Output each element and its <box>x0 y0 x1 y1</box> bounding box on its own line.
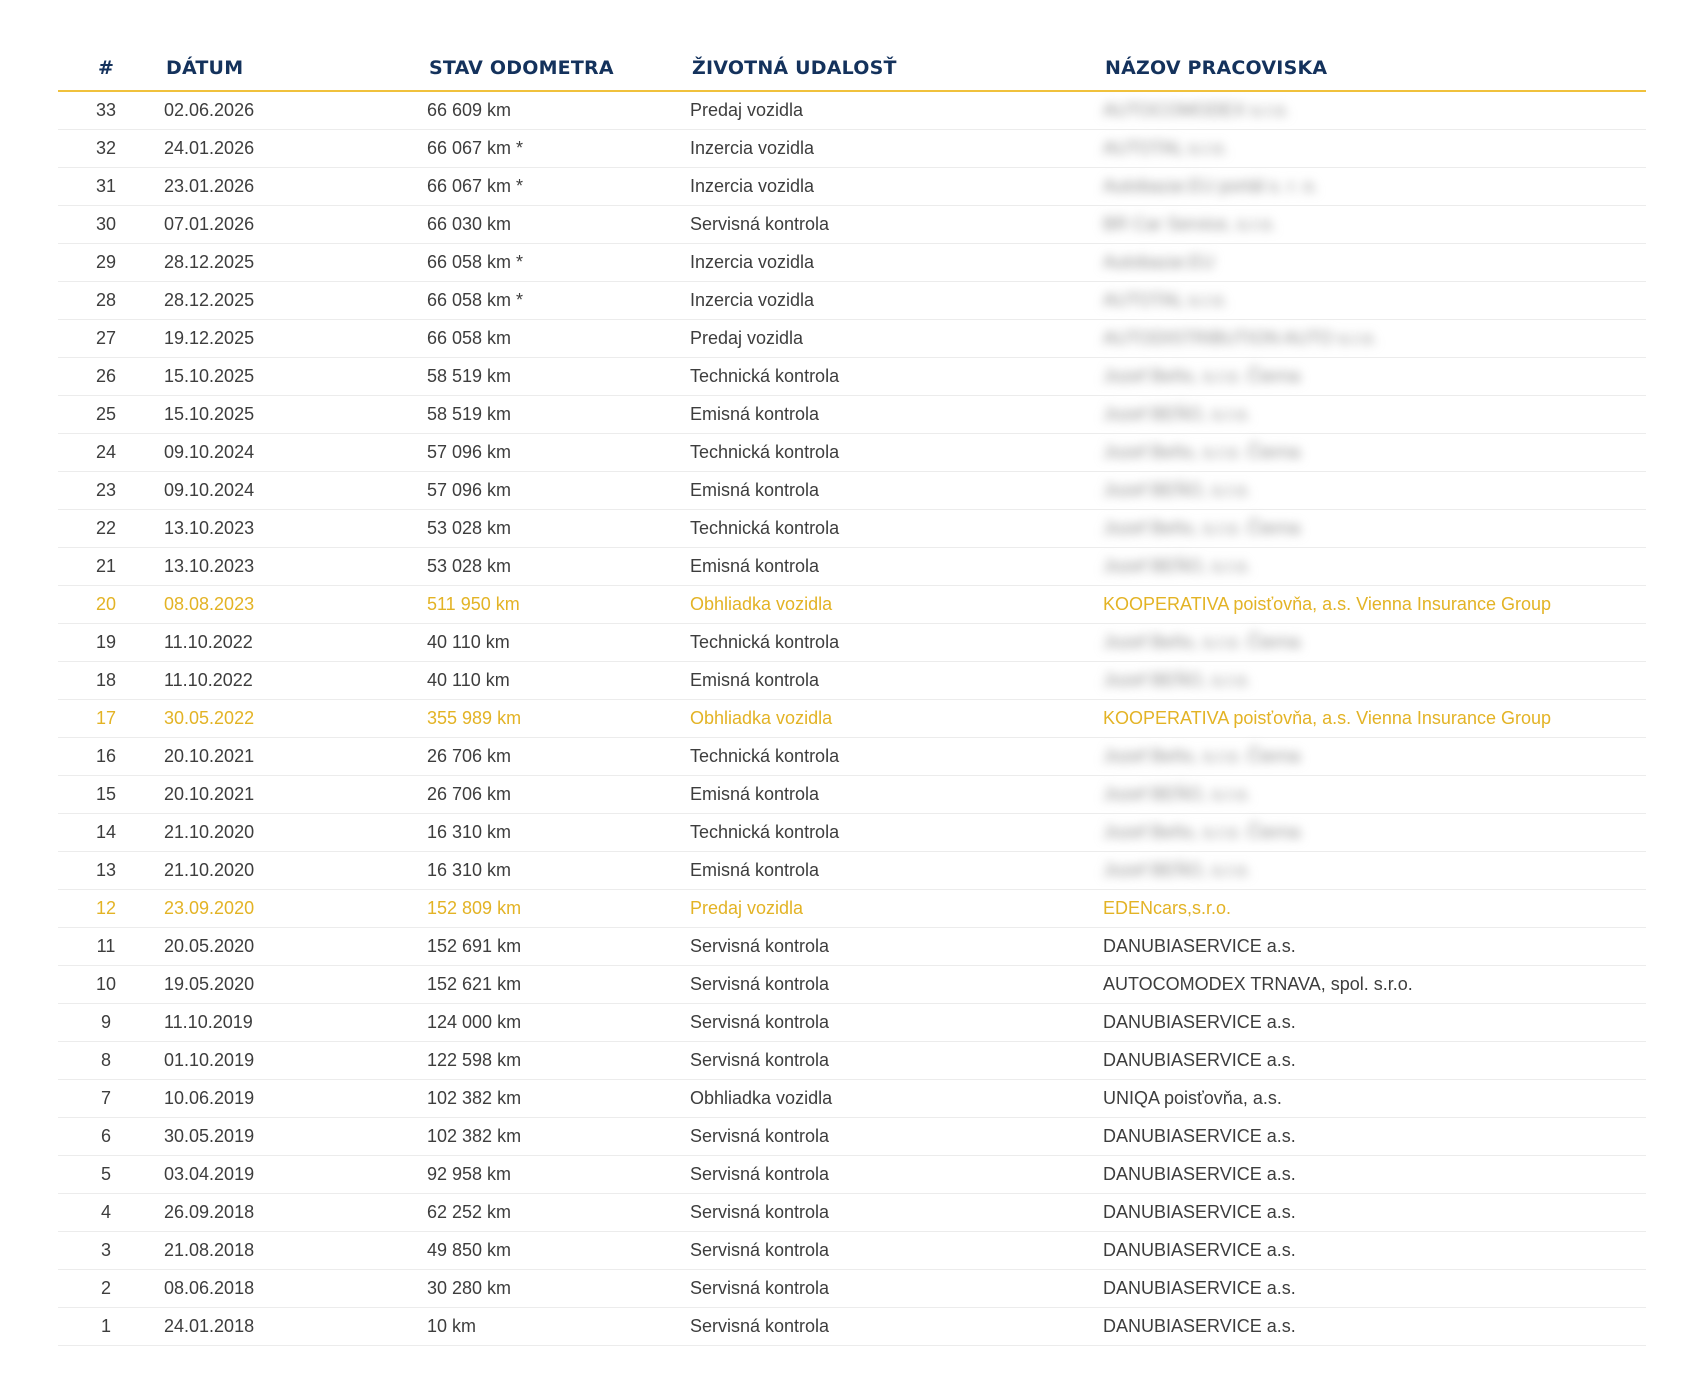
row-workplace-redacted <box>1093 130 1646 168</box>
row-odometer: 49 850 km <box>417 1232 680 1270</box>
table-row <box>58 586 1646 624</box>
row-number: 32 <box>58 130 154 168</box>
row-workplace-redacted <box>1093 776 1646 814</box>
row-life-event: Servisná kontrola <box>680 1004 1093 1042</box>
row-date: 28.12.2025 <box>154 282 417 320</box>
row-life-event: Emisná kontrola <box>680 472 1093 510</box>
workplace-name: AUTOCOMODEX s.r.o. <box>1103 100 1290 120</box>
workplace-name: KOOPERATIVA poisťovňa, a.s. Vienna Insurance Group <box>1103 708 1551 728</box>
workplace-name: Jozef Beňo, s.r.o. Čierna <box>1103 518 1301 538</box>
row-date: 30.05.2022 <box>154 700 417 738</box>
workplace-name: DANUBIASERVICE a.s. <box>1103 1012 1296 1032</box>
row-workplace-redacted <box>1093 814 1646 852</box>
table-row <box>58 206 1646 244</box>
row-number: 7 <box>58 1080 154 1118</box>
row-workplace-redacted <box>1093 738 1646 776</box>
row-life-event: Inzercia vozidla <box>680 168 1093 206</box>
workplace-name: UNIQA poisťovňa, a.s. <box>1103 1088 1282 1108</box>
header-workplace: NÁZOV PRACOVISKA <box>1093 45 1646 91</box>
table-row <box>58 1194 1646 1232</box>
row-number: 17 <box>58 700 154 738</box>
row-life-event: Technická kontrola <box>680 358 1093 396</box>
table-row <box>58 852 1646 890</box>
row-life-event: Servisná kontrola <box>680 206 1093 244</box>
row-odometer: 66 058 km <box>417 320 680 358</box>
workplace-name: Jozef BEŇO, s.r.o. <box>1103 670 1252 690</box>
row-date: 20.10.2021 <box>154 776 417 814</box>
workplace-name: DANUBIASERVICE a.s. <box>1103 1316 1296 1336</box>
row-number: 3 <box>58 1232 154 1270</box>
row-odometer: 102 382 km <box>417 1118 680 1156</box>
row-date: 23.09.2020 <box>154 890 417 928</box>
row-number: 25 <box>58 396 154 434</box>
table-row <box>58 244 1646 282</box>
workplace-name: DANUBIASERVICE a.s. <box>1103 1164 1296 1184</box>
workplace-name: AUTOTAL s.r.o. <box>1103 138 1228 158</box>
row-date: 24.01.2026 <box>154 130 417 168</box>
table-row <box>58 396 1646 434</box>
workplace-name: Autobazar.EU <box>1103 252 1215 272</box>
table-header <box>58 45 1646 91</box>
row-date: 13.10.2023 <box>154 548 417 586</box>
row-date: 09.10.2024 <box>154 472 417 510</box>
header-number: # <box>58 45 154 91</box>
row-number: 24 <box>58 434 154 472</box>
row-date: 03.04.2019 <box>154 1156 417 1194</box>
row-workplace-redacted <box>1093 320 1646 358</box>
row-workplace-redacted <box>1093 662 1646 700</box>
row-date: 19.12.2025 <box>154 320 417 358</box>
header-date: DÁTUM <box>154 45 417 91</box>
row-date: 30.05.2019 <box>154 1118 417 1156</box>
row-life-event: Inzercia vozidla <box>680 130 1093 168</box>
row-number: 2 <box>58 1270 154 1308</box>
row-date: 20.05.2020 <box>154 928 417 966</box>
workplace-name: BR Car Service, s.r.o. <box>1103 214 1277 234</box>
row-date: 09.10.2024 <box>154 434 417 472</box>
row-date: 11.10.2022 <box>154 624 417 662</box>
workplace-name: Jozef BEŇO, s.r.o. <box>1103 404 1252 424</box>
row-date: 15.10.2025 <box>154 396 417 434</box>
table-row <box>58 966 1646 1004</box>
row-number: 22 <box>58 510 154 548</box>
row-workplace-redacted <box>1093 852 1646 890</box>
row-number: 21 <box>58 548 154 586</box>
row-number: 5 <box>58 1156 154 1194</box>
table-row <box>58 1232 1646 1270</box>
row-workplace-redacted <box>1093 548 1646 586</box>
row-odometer: 16 310 km <box>417 814 680 852</box>
table-row <box>58 282 1646 320</box>
table-body <box>58 91 1646 1346</box>
row-workplace <box>1093 1156 1646 1194</box>
table-row <box>58 738 1646 776</box>
workplace-name: Jozef BEŇO, s.r.o. <box>1103 480 1252 500</box>
row-workplace <box>1093 1232 1646 1270</box>
table-row <box>58 624 1646 662</box>
workplace-name: AUTODISTRIBUTION AUTO s.r.o. <box>1103 328 1378 348</box>
row-date: 20.10.2021 <box>154 738 417 776</box>
row-life-event: Predaj vozidla <box>680 320 1093 358</box>
row-life-event: Servisná kontrola <box>680 928 1093 966</box>
table-row <box>58 1080 1646 1118</box>
row-date: 28.12.2025 <box>154 244 417 282</box>
row-life-event: Emisná kontrola <box>680 776 1093 814</box>
row-number: 11 <box>58 928 154 966</box>
table-row <box>58 168 1646 206</box>
table-row <box>58 510 1646 548</box>
workplace-name: Jozef Beňo, s.r.o. Čierna <box>1103 632 1301 652</box>
table-row <box>58 662 1646 700</box>
row-odometer: 152 691 km <box>417 928 680 966</box>
table-row <box>58 928 1646 966</box>
row-odometer: 124 000 km <box>417 1004 680 1042</box>
workplace-name: Jozef Beňo, s.r.o. Čierna <box>1103 366 1301 386</box>
row-number: 1 <box>58 1308 154 1346</box>
row-life-event: Predaj vozidla <box>680 91 1093 130</box>
row-date: 02.06.2026 <box>154 91 417 130</box>
row-number: 6 <box>58 1118 154 1156</box>
row-odometer: 66 030 km <box>417 206 680 244</box>
workplace-name: KOOPERATIVA poisťovňa, a.s. Vienna Insurance Group <box>1103 594 1551 614</box>
table-row <box>58 548 1646 586</box>
table-row <box>58 358 1646 396</box>
workplace-name: DANUBIASERVICE a.s. <box>1103 1202 1296 1222</box>
table-row <box>58 320 1646 358</box>
row-date: 11.10.2019 <box>154 1004 417 1042</box>
row-odometer: 57 096 km <box>417 472 680 510</box>
row-workplace-redacted <box>1093 206 1646 244</box>
row-odometer: 66 058 km * <box>417 244 680 282</box>
table-row <box>58 776 1646 814</box>
row-number: 8 <box>58 1042 154 1080</box>
workplace-name: Jozef Beňo, s.r.o. Čierna <box>1103 442 1301 462</box>
workplace-name: Jozef BEŇO, s.r.o. <box>1103 860 1252 880</box>
row-odometer: 57 096 km <box>417 434 680 472</box>
row-workplace-redacted <box>1093 624 1646 662</box>
row-life-event: Technická kontrola <box>680 814 1093 852</box>
row-number: 15 <box>58 776 154 814</box>
row-life-event: Technická kontrola <box>680 624 1093 662</box>
row-life-event: Servisná kontrola <box>680 1156 1093 1194</box>
row-number: 31 <box>58 168 154 206</box>
table-row <box>58 434 1646 472</box>
row-date: 15.10.2025 <box>154 358 417 396</box>
row-life-event: Emisná kontrola <box>680 396 1093 434</box>
row-workplace-redacted <box>1093 168 1646 206</box>
workplace-name: Jozef BEŇO, s.r.o. <box>1103 556 1252 576</box>
row-workplace-redacted <box>1093 282 1646 320</box>
row-workplace-redacted <box>1093 510 1646 548</box>
row-date: 10.06.2019 <box>154 1080 417 1118</box>
row-number: 10 <box>58 966 154 1004</box>
row-workplace <box>1093 890 1646 928</box>
row-odometer: 66 609 km <box>417 91 680 130</box>
row-workplace <box>1093 1118 1646 1156</box>
row-odometer: 10 km <box>417 1308 680 1346</box>
row-number: 28 <box>58 282 154 320</box>
header-odometer: STAV ODOMETRA <box>417 45 680 91</box>
row-life-event: Emisná kontrola <box>680 852 1093 890</box>
row-life-event: Emisná kontrola <box>680 548 1093 586</box>
row-date: 21.10.2020 <box>154 814 417 852</box>
row-number: 12 <box>58 890 154 928</box>
row-life-event: Technická kontrola <box>680 738 1093 776</box>
row-date: 01.10.2019 <box>154 1042 417 1080</box>
row-number: 27 <box>58 320 154 358</box>
row-life-event: Predaj vozidla <box>680 890 1093 928</box>
row-life-event: Obhliadka vozidla <box>680 1080 1093 1118</box>
table-row <box>58 700 1646 738</box>
row-odometer: 53 028 km <box>417 510 680 548</box>
row-date: 21.08.2018 <box>154 1232 417 1270</box>
row-odometer: 40 110 km <box>417 662 680 700</box>
row-number: 19 <box>58 624 154 662</box>
table-row <box>58 1270 1646 1308</box>
vehicle-history-table <box>58 45 1646 1346</box>
table-row <box>58 130 1646 168</box>
workplace-name: Jozef Beňo, s.r.o. Čierna <box>1103 822 1301 842</box>
row-odometer: 30 280 km <box>417 1270 680 1308</box>
workplace-name: DANUBIASERVICE a.s. <box>1103 1278 1296 1298</box>
row-life-event: Technická kontrola <box>680 434 1093 472</box>
row-number: 14 <box>58 814 154 852</box>
row-odometer: 92 958 km <box>417 1156 680 1194</box>
header-row <box>58 45 1646 91</box>
workplace-name: Jozef Beňo, s.r.o. Čierna <box>1103 746 1301 766</box>
row-number: 30 <box>58 206 154 244</box>
row-odometer: 152 809 km <box>417 890 680 928</box>
table-row <box>58 1156 1646 1194</box>
row-date: 08.06.2018 <box>154 1270 417 1308</box>
table-row <box>58 1308 1646 1346</box>
row-odometer: 53 028 km <box>417 548 680 586</box>
row-number: 33 <box>58 91 154 130</box>
row-life-event: Servisná kontrola <box>680 1042 1093 1080</box>
row-odometer: 102 382 km <box>417 1080 680 1118</box>
row-odometer: 62 252 km <box>417 1194 680 1232</box>
row-workplace <box>1093 1194 1646 1232</box>
row-life-event: Inzercia vozidla <box>680 282 1093 320</box>
row-date: 23.01.2026 <box>154 168 417 206</box>
row-life-event: Servisná kontrola <box>680 1194 1093 1232</box>
workplace-name: DANUBIASERVICE a.s. <box>1103 1050 1296 1070</box>
row-workplace <box>1093 1308 1646 1346</box>
row-number: 29 <box>58 244 154 282</box>
row-odometer: 511 950 km <box>417 586 680 624</box>
table-row <box>58 1118 1646 1156</box>
row-odometer: 26 706 km <box>417 776 680 814</box>
workplace-name: Jozef BEŇO, s.r.o. <box>1103 784 1252 804</box>
workplace-name: EDENcars,s.r.o. <box>1103 898 1232 918</box>
workplace-name: DANUBIASERVICE a.s. <box>1103 936 1296 956</box>
table-row <box>58 1042 1646 1080</box>
row-date: 21.10.2020 <box>154 852 417 890</box>
row-date: 11.10.2022 <box>154 662 417 700</box>
row-date: 24.01.2018 <box>154 1308 417 1346</box>
workplace-name: Autobazar.EU portál s. r. o. <box>1103 176 1319 196</box>
row-number: 13 <box>58 852 154 890</box>
row-workplace-redacted <box>1093 244 1646 282</box>
row-workplace-redacted <box>1093 358 1646 396</box>
row-workplace <box>1093 966 1646 1004</box>
row-number: 18 <box>58 662 154 700</box>
row-workplace <box>1093 1042 1646 1080</box>
row-odometer: 58 519 km <box>417 396 680 434</box>
row-odometer: 152 621 km <box>417 966 680 1004</box>
row-number: 20 <box>58 586 154 624</box>
row-odometer: 66 058 km * <box>417 282 680 320</box>
row-odometer: 66 067 km * <box>417 130 680 168</box>
row-date: 13.10.2023 <box>154 510 417 548</box>
row-workplace-redacted <box>1093 396 1646 434</box>
row-life-event: Emisná kontrola <box>680 662 1093 700</box>
row-date: 07.01.2026 <box>154 206 417 244</box>
table-row <box>58 472 1646 510</box>
workplace-name: DANUBIASERVICE a.s. <box>1103 1126 1296 1146</box>
header-life-event: ŽIVOTNÁ UDALOSŤ <box>680 45 1093 91</box>
row-date: 26.09.2018 <box>154 1194 417 1232</box>
row-life-event: Servisná kontrola <box>680 1308 1093 1346</box>
row-life-event: Servisná kontrola <box>680 966 1093 1004</box>
row-date: 08.08.2023 <box>154 586 417 624</box>
row-workplace <box>1093 700 1646 738</box>
row-number: 23 <box>58 472 154 510</box>
row-life-event: Servisná kontrola <box>680 1270 1093 1308</box>
row-number: 16 <box>58 738 154 776</box>
row-life-event: Obhliadka vozidla <box>680 586 1093 624</box>
row-life-event: Servisná kontrola <box>680 1232 1093 1270</box>
row-life-event: Technická kontrola <box>680 510 1093 548</box>
row-workplace <box>1093 1004 1646 1042</box>
row-odometer: 26 706 km <box>417 738 680 776</box>
row-number: 26 <box>58 358 154 396</box>
row-workplace <box>1093 1270 1646 1308</box>
workplace-name: AUTOTAL s.r.o. <box>1103 290 1228 310</box>
table-row <box>58 890 1646 928</box>
row-workplace-redacted <box>1093 434 1646 472</box>
row-workplace-redacted <box>1093 472 1646 510</box>
row-date: 19.05.2020 <box>154 966 417 1004</box>
row-number: 9 <box>58 1004 154 1042</box>
table-row <box>58 814 1646 852</box>
table-row <box>58 91 1646 130</box>
row-odometer: 16 310 km <box>417 852 680 890</box>
row-number: 4 <box>58 1194 154 1232</box>
row-odometer: 122 598 km <box>417 1042 680 1080</box>
workplace-name: DANUBIASERVICE a.s. <box>1103 1240 1296 1260</box>
row-odometer: 58 519 km <box>417 358 680 396</box>
row-odometer: 355 989 km <box>417 700 680 738</box>
row-workplace <box>1093 586 1646 624</box>
row-odometer: 40 110 km <box>417 624 680 662</box>
table-row <box>58 1004 1646 1042</box>
row-workplace-redacted <box>1093 91 1646 130</box>
row-odometer: 66 067 km * <box>417 168 680 206</box>
row-life-event: Servisná kontrola <box>680 1118 1093 1156</box>
row-life-event: Obhliadka vozidla <box>680 700 1093 738</box>
workplace-name: AUTOCOMODEX TRNAVA, spol. s.r.o. <box>1103 974 1413 994</box>
row-life-event: Inzercia vozidla <box>680 244 1093 282</box>
row-workplace <box>1093 928 1646 966</box>
row-workplace <box>1093 1080 1646 1118</box>
